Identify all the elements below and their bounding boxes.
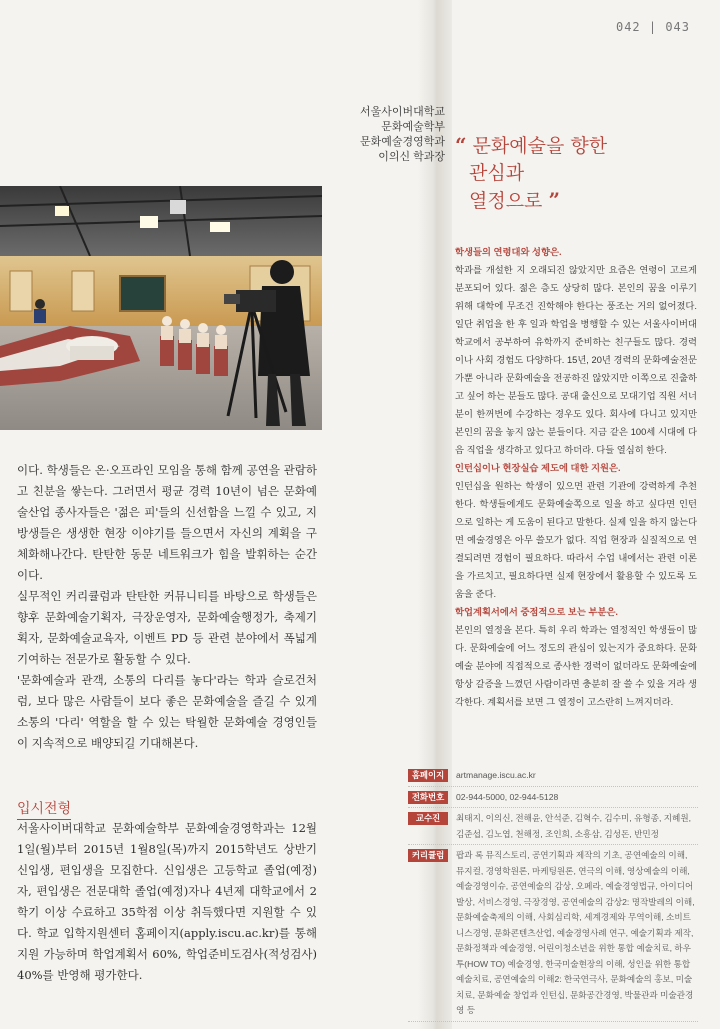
faculty-list: 최태지, 이의신, 전해윤, 안석준, 김혁수, 김수미, 유형종, 지혜원, 김준섭, 김노엽, 천해정, 조인희, 소흥삼, 김성돈, 반민정	[456, 813, 692, 839]
studio-illustration	[0, 186, 322, 430]
headline-line: 문화예술을 향한	[472, 135, 608, 157]
admission-heading: 입시전형	[17, 798, 71, 820]
studio-photo	[0, 186, 322, 430]
interview-question: 학업계획서에서 중점적으로 보는 부분은.	[455, 607, 619, 617]
headline-quote	[455, 132, 695, 215]
info-label: 홈페이지	[408, 769, 448, 782]
interview-question: 인턴십이나 현장실습 제도에 대한 지원은.	[455, 463, 621, 473]
close-quote-mark: ”	[548, 188, 560, 212]
interview-question: 학생들의 연령대와 성향은.	[455, 247, 562, 257]
info-label: 전화번호	[408, 791, 448, 804]
page-numbers: 042 | 043	[615, 20, 690, 34]
byline-line: 문화예술경영학과	[359, 136, 445, 148]
article-paragraph: '문화예술과 관객, 소통의 다리를 놓다'라는 학과 슬로건처럼, 보다 많은 사람들이 보다 좋은 문화예술을 즐길 수 있게 소통의 '다리' 역할을 할 수 있는 탁월한 문화예술 경영인들이 지속적으로 배양되길 기대해본다.	[17, 673, 317, 750]
article-paragraph: 실무적인 커리큘럼과 탄탄한 커뮤니티를 바탕으로 학생들은 향후 문화예술기획자, 극장운영자, 문화예술행정가, 축제기획자, 문화예술교육자, 이벤트 PD 등 관련 분야에서 폭넓게 기여하는 전문가로 활동할 수 있다.	[17, 589, 317, 666]
byline-line: 서울사이버대학교	[359, 106, 445, 118]
phone-numbers: 02-944-5000, 02-944-5128	[456, 791, 559, 802]
info-label: 교수진	[408, 812, 448, 825]
admission-section	[17, 818, 317, 986]
byline-line: 문화예술학부	[381, 121, 445, 133]
interview-answer: 인턴십을 원하는 학생이 있으면 관련 기관에 강력하게 추천한다. 학생들에게도 문화예술쪽으로 일을 하고 싶다면 인턴으로 일하는 게 도움이 된다고 말한다. 실제 일을 하지 않는다면 예술경영은 아무 쓸모가 없다. 직업 현장과 실질적으로 연결되려면 경험이 필요하다. 따라서 수업 내에서는 관련 이론을 가르치고, 필요하다면 실제 현장에서 활용할 수 있도록 도움을 준다.	[455, 481, 697, 599]
info-label: 커리큘럼	[408, 849, 448, 862]
info-row-phone	[408, 790, 698, 809]
info-row-homepage	[408, 768, 698, 787]
info-row-faculty	[408, 811, 698, 845]
department-info-box	[408, 768, 698, 1025]
headline-line-last	[455, 187, 695, 215]
interview-column	[455, 243, 697, 711]
headline-line-text: 열정으로	[469, 190, 543, 212]
admission-text: 서울사이버대학교 문화예술학부 문화예술경영학과는 12월 1일(월)부터 2015년 1월8일(목)까지 2015학년도 상반기 신입생, 편입생을 모집한다. 신입생은 고등학교 졸업(예정)자, 편입생은 전문대학 졸업(예정)자나 4년제 대학교에서 2학기 이상 수료하고 35학점 이상 취득했다면 지원할 수 있다. 학교 입학지원센터 홈페이지(apply.iscu.ac.kr)를 통해 지원 가능하며 학업계획서 60%, 학업준비도검사(적성검사) 40%를 반영해 평가한다.	[17, 821, 317, 982]
info-row-curriculum	[408, 848, 698, 1022]
article-left-column	[17, 460, 317, 754]
curriculum-list: 팝과 록 뮤직스토리, 공연기획과 제작의 기초, 공연예술의 이해, 뮤지컬, 경영학원론, 마케팅원론, 연극의 이해, 영상예술의 이해, 예술경영이슈, 공연예술의 감상, 오페라, 예술경영법규, 아이디어발상, 서비스경영, 극장경영, 공연예술의 감상2: 명작발레의 이해, 문화예술축제의 이해, 사회심리학, 세계경제와 무역이해, 소비트니스경영, 문화콘텐츠산업, 예술경영사례 연구, 예술기획과 제작, 문화정책과 예술경영, 어린이청소년을 위한 통합 예술치료, 하우투(HOW TO) 예술경영, 한국미술현장의 이해, 성인을 위한 통합예술치료, 공연예술의 이해2: 한국연극사, 문화예술의 홍보, 미술치료, 문화예술 창업과 인턴십, 문화공간경영, 박물관과 미술관경영 등	[456, 850, 695, 1015]
headline-line: 관심과	[469, 162, 525, 184]
interviewee-byline	[355, 105, 445, 165]
byline-line: 이의신 학과장	[378, 151, 445, 163]
interview-answer: 학과를 개설한 지 오래되진 않았지만 요즘은 연령이 고르게 분포되어 있다. 젊은 층도 상당히 많다. 본인의 꿈을 이루기 위해 대학에 무조건 진학해야 한다는 풍조는 거의 없어졌다. 일단 취업을 한 후 일과 학업을 병행할 수 있는 서울사이버대학교에서 공부하여 유학까지 준비하는 친구들도 많다. 경력이나 사회 경험도 다양하다. 15년, 20년 경력의 문화예술전문가뿐 아니라 문화예술을 전공하진 않았지만 이쪽으로 진출하고 싶어 하는 분들도 많다. 공대 출신으로 모대기업 직원 서너분이 한꺼번에 수강하는 경우도 있다. 회사에 다니고 있지만 본인의 꿈을 놓지 않는 분들이다. 지금 같은 100세 시대에 다음 직업을 생각하고 있다고 하더라. 다들 열심히 한다.	[455, 265, 697, 455]
homepage-url[interactable]: artmanage.iscu.ac.kr	[456, 770, 536, 780]
interview-answer: 본인의 열정을 본다. 특히 우리 학과는 열정적인 학생들이 많다. 문화예술에 어느 정도의 관심이 있는지가 중요하다. 문화예술 분야에 직접적으로 종사한 경력이 없더라도 문화예술에 항상 갈증을 느꼈던 사람이라면 충분히 잘 쓸 수 있을 거라 생각한다. 계획서를 보면 그 열정이 고스란히 느껴지더라.	[455, 625, 697, 707]
open-quote-mark: “	[455, 133, 467, 157]
article-paragraph: 이다. 학생들은 온·오프라인 모임을 통해 함께 공연을 관람하고 친분을 쌓는다. 그러면서 평균 경력 10년이 넘은 문화예술산업 종사자들은 '젊은 피'들의 신선함을 느낄 수 있고, 지방생들은 생생한 현장 이야기를 들으면서 자신의 계획을 구체화해나간다. 탄탄한 동문 네트워크가 힘을 발휘하는 순간이다.	[17, 463, 317, 582]
